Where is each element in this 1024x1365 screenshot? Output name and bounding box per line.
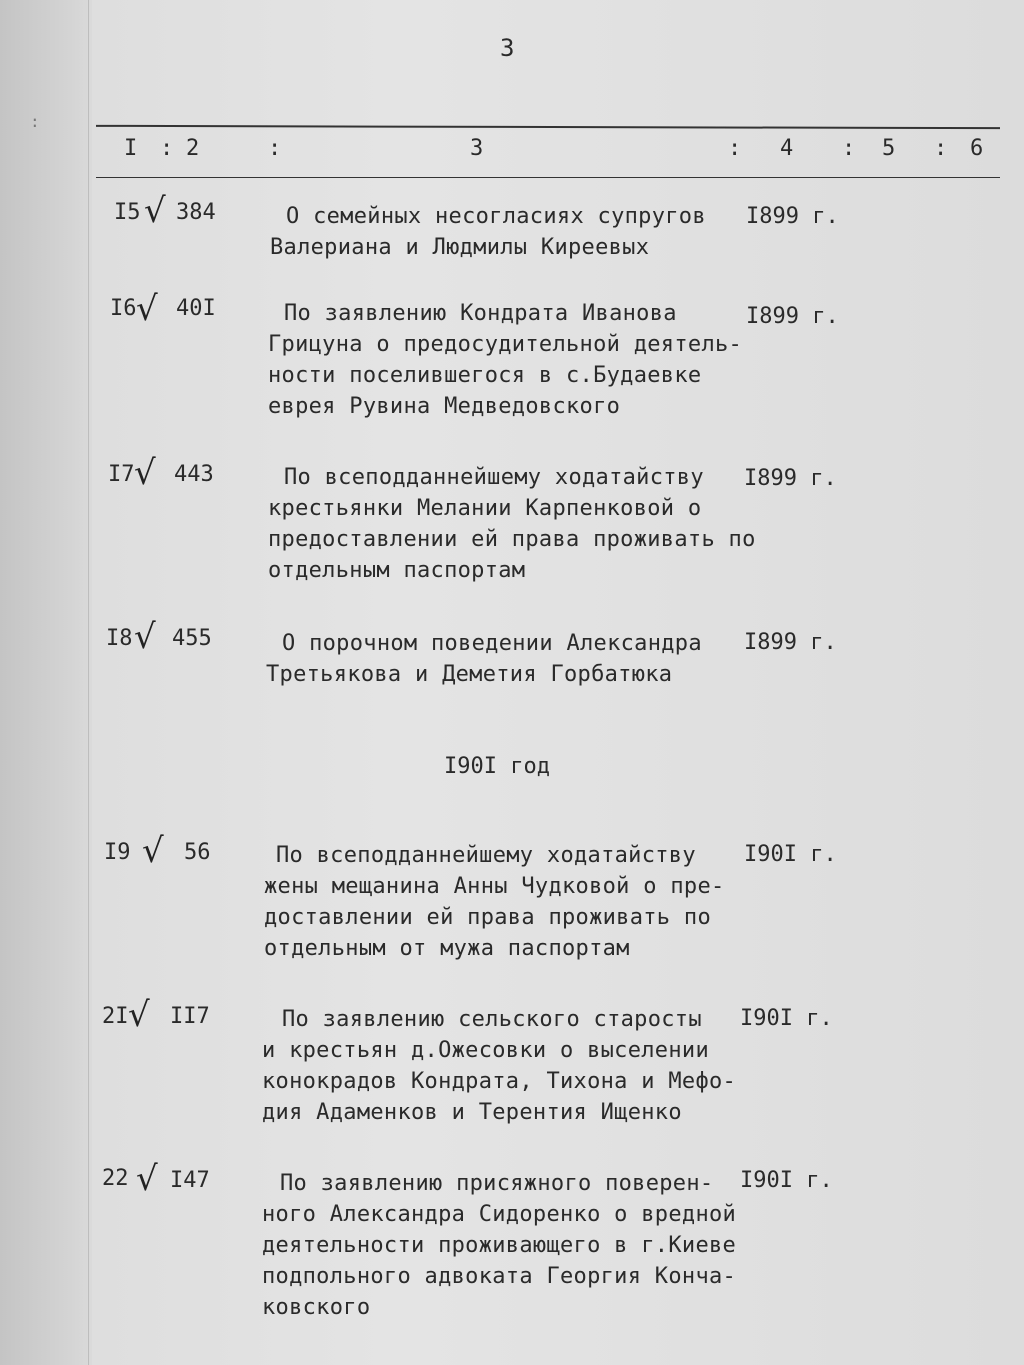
case-year: I90I г.: [744, 842, 837, 867]
case-year: I90I г.: [740, 1168, 833, 1193]
description-line: отдельным паспортам: [268, 558, 526, 583]
case-description: [264, 840, 725, 964]
description-line: О семейных несогласиях супругов: [286, 204, 706, 229]
case-year: I899 г.: [744, 630, 837, 655]
check-mark-icon: √: [142, 831, 164, 871]
row-number: I9: [104, 840, 131, 865]
column-header-2: 2: [186, 136, 200, 161]
description-line: По заявлению Кондрата Иванова: [284, 301, 677, 326]
description-line: По всеподданнейшему ходатайству: [284, 465, 704, 490]
header-bottom-rule: [96, 177, 1000, 178]
description-line: ного Александра Сидоренко о вредной: [262, 1202, 737, 1227]
description-line: и крестьян д.Ожесовки о выселении: [262, 1038, 709, 1063]
page-number: 3: [500, 34, 515, 62]
check-mark-icon: √: [128, 995, 150, 1035]
case-year: I899 г.: [744, 466, 837, 491]
description-line: По заявлению присяжного поверен-: [280, 1171, 714, 1196]
check-mark-icon: √: [134, 617, 156, 657]
column-separator: :: [160, 136, 174, 161]
check-mark-icon: √: [144, 191, 166, 231]
description-line: дия Адаменков и Терентия Ищенко: [262, 1100, 682, 1125]
row-number: I8: [106, 626, 133, 651]
description-line: О порочном поведении Александра: [282, 631, 702, 656]
case-number: I47: [170, 1168, 210, 1193]
case-description: [262, 1004, 736, 1128]
description-line: еврея Рувина Медведовского: [268, 394, 621, 419]
column-header-3: 3: [470, 136, 484, 161]
case-description: [268, 462, 756, 586]
header-top-rule: [96, 125, 1000, 129]
column-separator: :: [728, 136, 742, 161]
description-line: крестьянки Мелании Карпенковой о: [268, 496, 702, 521]
case-year: I899 г.: [746, 304, 839, 329]
row-number: I7: [108, 462, 135, 487]
case-number: II7: [170, 1004, 210, 1029]
description-line: подпольного адвоката Георгия Конча-: [262, 1264, 737, 1289]
column-separator: :: [268, 136, 282, 161]
section-heading-1901: I90I год: [444, 754, 550, 779]
binding-margin: [0, 0, 92, 1365]
case-description: [270, 201, 706, 263]
description-line: По всеподданнейшему ходатайству: [276, 843, 696, 868]
description-line: деятельности проживающего в г.Киеве: [262, 1233, 737, 1258]
case-number: 443: [174, 462, 214, 487]
description-line: отдельным от мужа паспортам: [264, 936, 630, 961]
binding-mark: :: [30, 112, 40, 131]
case-number: 40I: [176, 296, 216, 321]
check-mark-icon: √: [136, 289, 158, 329]
check-mark-icon: √: [134, 453, 156, 493]
case-description: [266, 628, 702, 690]
description-line: конокрадов Кондрата, Тихона и Мефо-: [262, 1069, 737, 1094]
case-year: I899 г.: [746, 204, 839, 229]
description-line: доставлении ей права проживать по: [264, 905, 711, 930]
column-separator: :: [842, 136, 856, 161]
description-line: Грицуна о предосудительной деятель-: [268, 332, 743, 357]
row-number: 2I: [102, 1004, 129, 1029]
description-line: Валериана и Людмилы Киреевых: [270, 235, 650, 260]
column-header-6: 6: [970, 136, 984, 161]
case-number: 384: [176, 200, 216, 225]
description-line: Третьякова и Деметия Горбатюка: [266, 662, 673, 687]
case-number: 455: [172, 626, 212, 651]
row-number: 22: [102, 1166, 129, 1191]
binding-edge: [88, 0, 89, 1365]
row-number: I5: [114, 200, 141, 225]
case-year: I90I г.: [740, 1006, 833, 1031]
description-line: предоставлении ей права проживать по: [268, 527, 756, 552]
description-line: По заявлению сельского старосты: [282, 1007, 702, 1032]
column-header-1: I: [124, 136, 138, 161]
column-header-4: 4: [780, 136, 794, 161]
case-number: 56: [184, 840, 211, 865]
description-line: ности поселившегося в с.Будаевке: [268, 363, 702, 388]
column-header-5: 5: [882, 136, 896, 161]
row-number: I6: [110, 296, 137, 321]
check-mark-icon: √: [136, 1159, 158, 1199]
column-separator: :: [934, 136, 948, 161]
case-description: [268, 298, 742, 422]
description-line: ковского: [262, 1295, 371, 1320]
case-description: [262, 1168, 736, 1323]
description-line: жены мещанина Анны Чудковой о пре-: [264, 874, 725, 899]
